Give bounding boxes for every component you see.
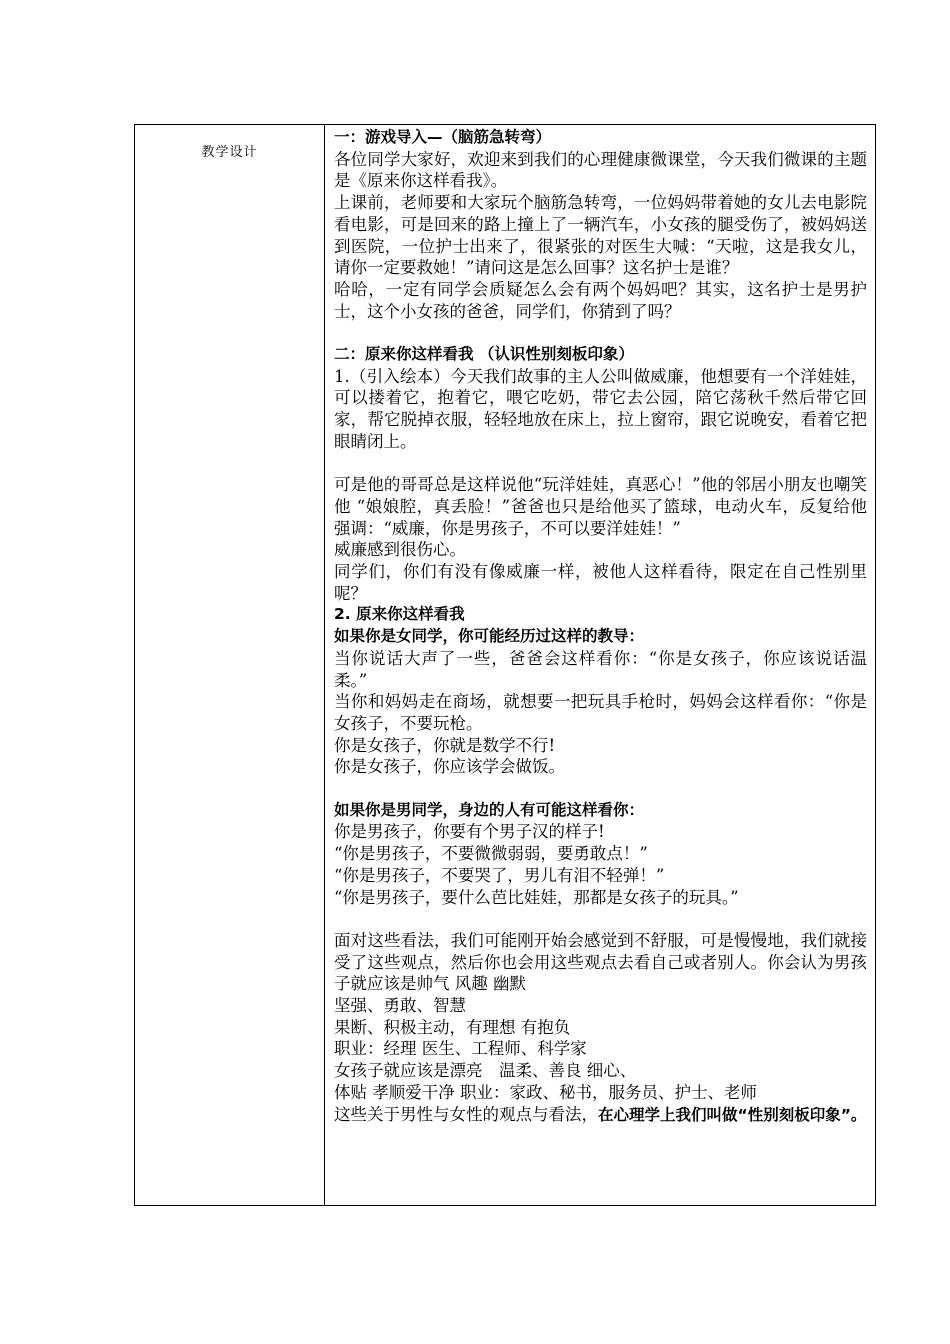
spacer xyxy=(334,322,867,344)
paragraph: “你是男孩子，不要哭了，男儿有泪不轻弹！” xyxy=(334,865,665,885)
conclusion-paragraph xyxy=(334,1104,867,1127)
label-text: 教学设计 xyxy=(201,145,258,160)
paragraph: 各位同学大家好，欢迎来到我们的心理健康微课堂，今天我们微课的主题是《原来你这样看我》。 xyxy=(334,149,867,191)
paragraph: 体贴 孝顺爱干净 职业：家政、秘书，服务员、护士、老师 xyxy=(334,1082,757,1102)
boy-heading: 如果你是男同学，身边的人有可能这样看你： xyxy=(334,800,645,819)
conclusion-bold: 在心理学上我们叫做“性别刻板印象”。 xyxy=(598,1105,867,1124)
paragraph: 你是女孩子，你就是数学不行! xyxy=(334,735,556,755)
paragraph: 威廉感到很伤心。 xyxy=(334,540,466,560)
paragraph: 哈哈，一定有同学会质疑怎么会有两个妈妈吧？其实，这名护士是男护士，这个小女孩的爸爸，同学们，你猜到了吗？ xyxy=(334,279,867,321)
paragraph: “你是男孩子，不要微微弱弱，要勇敢点！” xyxy=(334,844,648,864)
spacer xyxy=(334,453,867,475)
paragraph: 职业：经理 医生、工程师、科学家 xyxy=(334,1039,587,1059)
table-label-cell xyxy=(135,125,325,1205)
section2-heading: 二：原来你这样看我 （认识性别刻板印象） xyxy=(334,345,634,364)
paragraph: 同学们，你们有没有像威廉一样，被他人这样看待，限定在自己性别里呢？ xyxy=(334,562,867,603)
paragraph: 你是女孩子，你应该学会做饭。 xyxy=(334,757,565,777)
girl-heading: 如果你是女同学，你可能经历过这样的教导： xyxy=(334,627,645,646)
paragraph: 坚强、勇敢、智慧 xyxy=(334,996,466,1016)
paragraph: 面对这些看法，我们可能刚开始会感觉到不舒服，可是慢慢地，我们就接受了这些观点，然后你也会用这些观点去看自己或者别人。你会认为男孩子就应该是帅气 风趣 幽默 xyxy=(334,930,867,994)
paragraph: 当你说话大声了一些，爸爸会这样看你：“你是女孩子，你应该说话温柔。” xyxy=(334,648,867,690)
paragraph: “你是男孩子，要什么芭比娃娃，那都是女孩子的玩具。” xyxy=(334,887,739,907)
paragraph: 当你和妈妈走在商场，就想要一把玩具手枪时，妈妈会这样看你：“你是女孩子，不要玩枪。 xyxy=(334,692,867,733)
paragraph: 你是男孩子，你要有个男子汉的样子! xyxy=(334,822,605,842)
paragraph: 上课前，老师要和大家玩个脑筋急转弯，一位妈妈带着她的女儿去电影院看电影，可是回来的路上撞上了一辆汽车，小女孩的腿受伤了，被妈妈送到医院，一位护士出来了，很紧张的对医生大喊：“天啦，这是我女儿，请你一定要救她！”请问这是怎么回事？这名护士是谁？ xyxy=(334,193,867,278)
paragraph: 女孩子就应该是漂亮 温柔、善良 细心、 xyxy=(334,1061,637,1081)
paragraph: 1.（引入绘本）今天我们故事的主人公叫做威廉，他想要有一个洋娃娃，可以搂着它，抱着它，喂它吃奶，带它去公园，陪它荡秋千然后带它回家，帮它脱掉衣服，轻轻地放在床上，拉上窗帘，跟它说晚安，看着它把眼睛闭上。 xyxy=(334,366,867,451)
subsection-heading: 2. 原来你这样看我 xyxy=(334,605,465,624)
table-content-cell xyxy=(325,125,875,1205)
section1-heading: 一：游戏导入—（脑筋急转弯） xyxy=(334,128,552,146)
conclusion-normal: 这些关于男性与女性的观点与看法， xyxy=(334,1104,598,1124)
paragraph: 果断、积极主动，有理想 有抱负 xyxy=(334,1017,571,1037)
spacer xyxy=(334,908,867,930)
spacer xyxy=(334,778,867,800)
lesson-table xyxy=(134,124,876,1206)
paragraph: 可是他的哥哥总是这样说他“玩洋娃娃，真恶心！”他的邻居小朋友也嘲笑他 “娘娘腔，真丢脸！”爸爸也只是给他买了篮球，电动火车，反复给他强调：“威廉，你是男孩子，不可以要洋娃娃！” xyxy=(334,475,867,538)
